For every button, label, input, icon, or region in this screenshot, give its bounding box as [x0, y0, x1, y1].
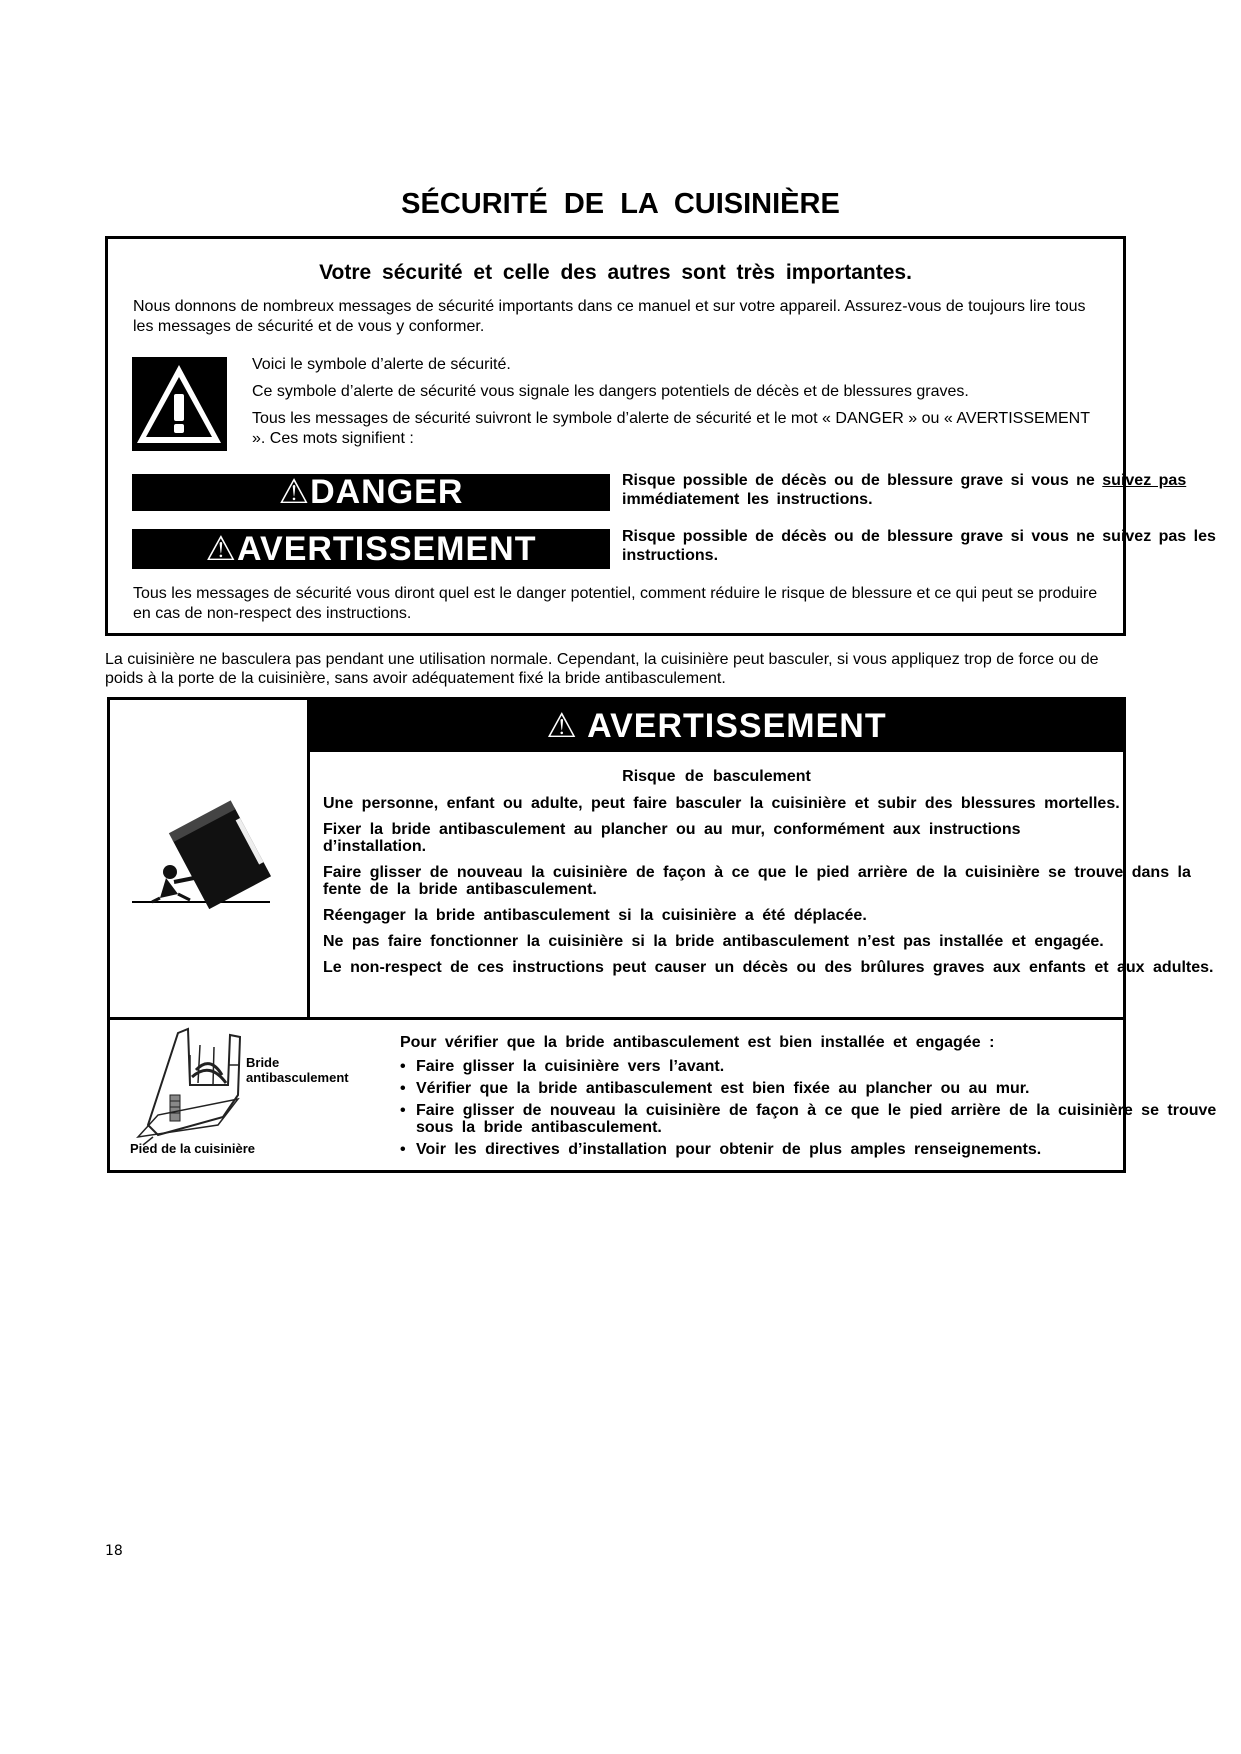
symbol-line-3: Tous les messages de sécurité suivront le symbole d’alerte de sécurité et le mot « DANGER » ou « AVERTISSEMENT ». Ces mots signifient : [252, 410, 1090, 447]
range-foot-label: Pied de la cuisinière [130, 1141, 255, 1156]
page-title: SÉCURITÉ DE LA CUISINIÈRE [401, 188, 840, 220]
verify-instructions [400, 1034, 1230, 1163]
danger-banner [132, 474, 610, 511]
bracket-label: Bride antibasculement [246, 1055, 349, 1085]
verify-bullet-3 [400, 1102, 1230, 1136]
tip-line-5: Ne pas faire fonctionner la cuisinière si la bride antibasculement n’est pas installée et engagée. [323, 933, 1104, 950]
box-horizontal-divider [110, 1017, 1123, 1020]
warning-triangle-icon: ⚠ [546, 707, 588, 745]
warning-triangle-icon: ⚠ [205, 530, 237, 568]
verify-bullet-1 [400, 1058, 1230, 1075]
tip-over-illustration [130, 800, 280, 910]
danger-label: DANGER [310, 473, 464, 511]
warning-label: AVERTISSEMENT [236, 530, 537, 568]
tip-over-warning-box [107, 697, 1217, 1173]
tipping-range-icon [130, 800, 280, 910]
tip-over-warning-banner [310, 700, 1123, 752]
verify-heading: Pour vérifier que la bride antibasculement est bien installée et engagée : [400, 1034, 995, 1051]
warning-description: Risque possible de décès ou de blessure grave si vous ne suivez pas les instructions. [622, 528, 1216, 564]
warning-triangle-icon [132, 357, 227, 451]
safety-box [105, 236, 1216, 636]
tip-line-4: Réengager la bride antibasculement si la cuisinière a été déplacée. [323, 907, 867, 924]
safety-heading: Votre sécurité et celle des autres sont très importantes. [319, 261, 912, 284]
danger-text-c: immédiatement les instructions. [622, 491, 873, 508]
danger-text-a: Risque possible de décès ou de blessure grave si vous ne [622, 472, 1103, 489]
bullet: • [400, 1102, 406, 1119]
bullet: • [400, 1080, 406, 1097]
bullet: • [400, 1058, 406, 1075]
verify-bullet-text: Vérifier que la bride antibasculement est bien fixée au plancher ou au mur. [416, 1080, 1030, 1097]
tip-line-6: Le non-respect de ces instructions peut causer un décès ou des brûlures graves aux enfants et aux adultes. [323, 959, 1214, 976]
verify-bullet-text: Faire glisser de nouveau la cuisinière de façon à ce que le pied arrière de la cuisinière se trouve sous la bride antibasculement. [416, 1102, 1217, 1136]
page-number: 18 [105, 1543, 123, 1559]
symbol-line-2: Ce symbole d’alerte de sécurité vous signale les dangers potentiels de décès et de blessures graves. [252, 383, 969, 400]
tip-over-instructions [323, 795, 1223, 985]
safety-alert-symbol [132, 357, 227, 451]
warning-banner [132, 529, 610, 569]
tip-line-3: Faire glisser de nouveau la cuisinière de façon à ce que le pied arrière de la cuisinière se trouve dans la fente de la bride antibasculement. [323, 864, 1191, 898]
tip-over-banner-label: AVERTISSEMENT [587, 707, 887, 745]
bullet: • [400, 1141, 406, 1158]
verify-bullet-2 [400, 1080, 1230, 1097]
symbol-explanation [252, 355, 1112, 449]
symbol-line-1: Voici le symbole d’alerte de sécurité. [252, 356, 511, 373]
danger-description [622, 471, 1222, 509]
bracket-illustration [118, 1025, 358, 1165]
safety-intro: Nous donnons de nombreux messages de sécurité importants dans ce manuel et sur votre appareil. Assurez-vous de toujours lire tous les messages de sécurité et de vous y conformer. [133, 298, 1086, 335]
tip-line-2: Fixer la bride antibasculement au plancher ou au mur, conformément aux instructions d’installation. [323, 821, 1021, 855]
verify-bullet-4 [400, 1141, 1230, 1158]
verify-bullet-text: Voir les directives d’installation pour obtenir de plus amples renseignements. [416, 1141, 1042, 1158]
danger-text-underlined: suivez pas [1102, 472, 1187, 489]
tip-over-title: Risque de basculement [622, 768, 811, 785]
verify-bullet-text: Faire glisser la cuisinière vers l’avant. [416, 1058, 725, 1075]
warning-triangle-icon: ⚠ [278, 473, 311, 511]
tip-line-1: Une personne, enfant ou adulte, peut faire basculer la cuisinière et subir des blessures mortelles. [323, 795, 1120, 812]
tip-over-paragraph: La cuisinière ne basculera pas pendant une utilisation normale. Cependant, la cuisinière peut basculer, si vous appliquez trop de force ou de poids à la porte de la cuisinière, sans avoir adéquatement fixé la bride antibasculement. [105, 651, 1099, 687]
safety-outro: Tous les messages de sécurité vous diront quel est le danger potentiel, comment réduire le risque de blessure et ce qui peut se produire en cas de non-respect des instructions. [133, 585, 1098, 622]
